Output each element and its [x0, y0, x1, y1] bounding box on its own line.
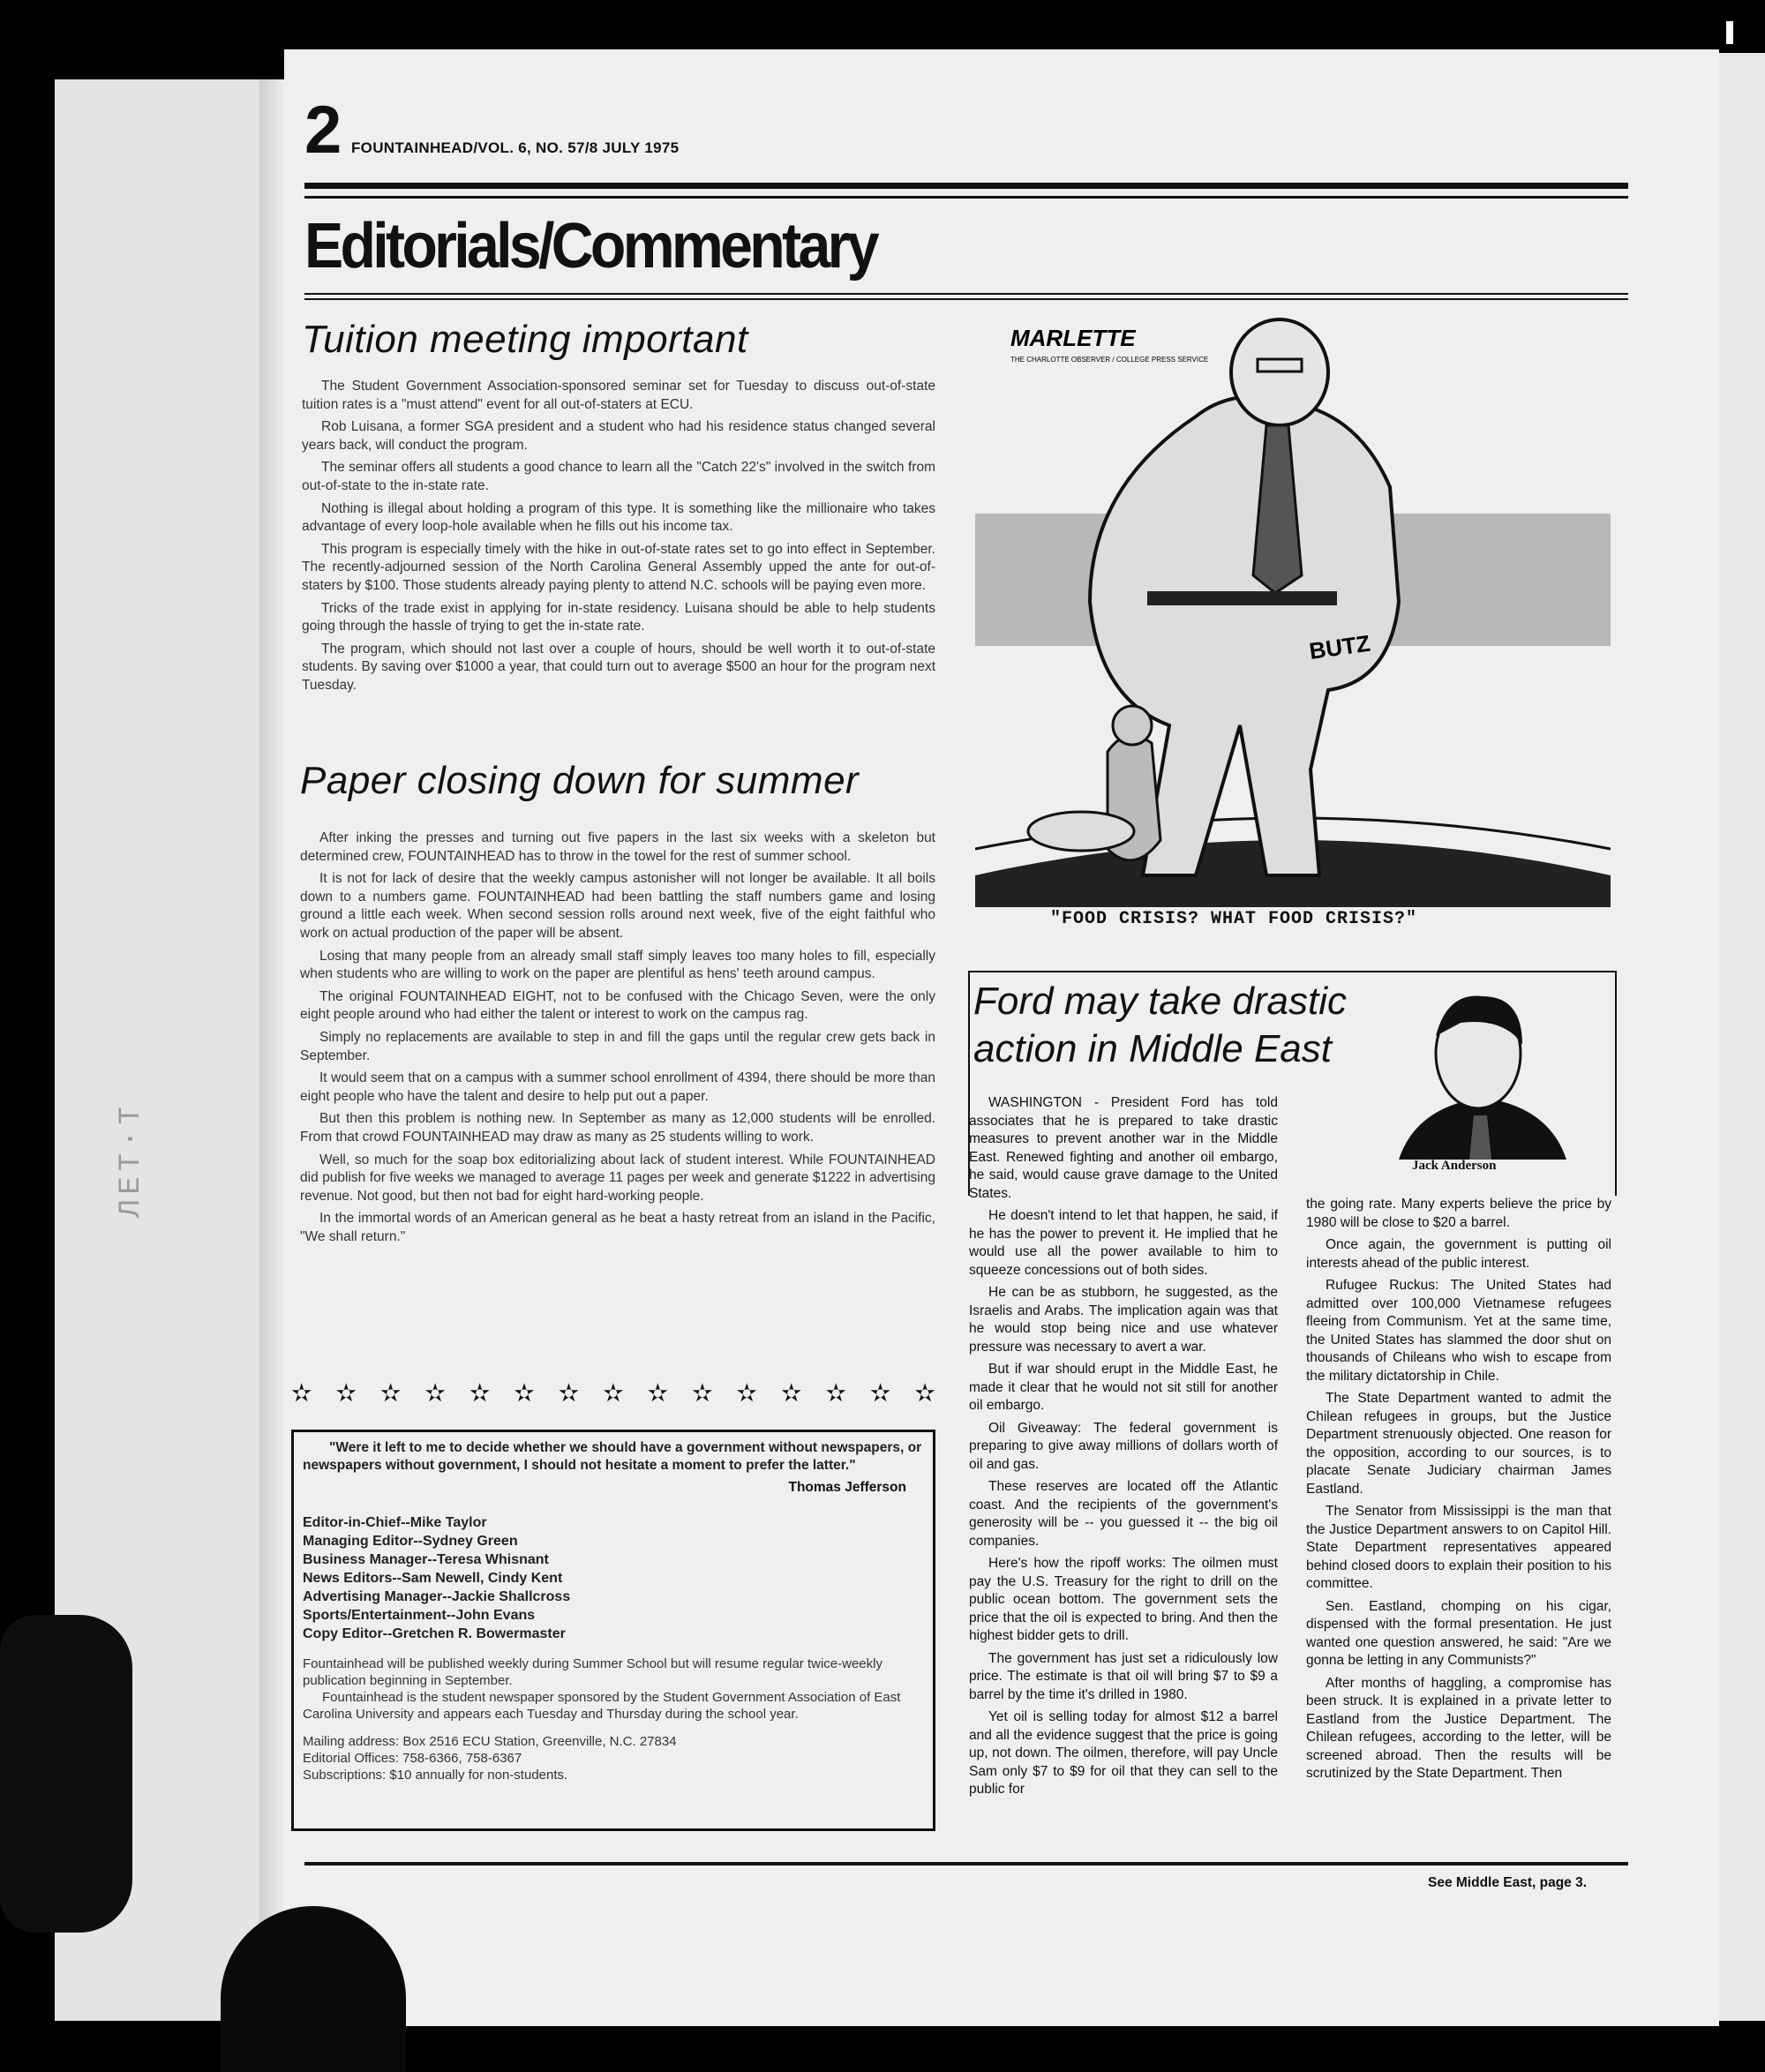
cartoon-credit: THE CHARLOTTE OBSERVER / COLLEGE PRESS SERVICE	[1010, 356, 1209, 364]
star-icon: ✫	[647, 1379, 669, 1407]
paragraph: Rob Luisana, a former SGA president and a student who had his residence status changed several years back, will conduct the program.	[302, 419, 935, 453]
paragraph: The Senator from Mississippi is the man that the Justice Department answers to on Capitol Hill. State Department representatives appeared behind closed doors to explain their position to his committee.	[1306, 1504, 1611, 1591]
paragraph: But if war should erupt in the Middle East, he made it clear that he would not sit still for another oil embargo.	[969, 1362, 1278, 1413]
paragraph: It is not for lack of desire that the weekly campus astonisher will not longer be available. It all boils down to a numbers game. FOUNTAINHEAD had been battling the staff numbers game and losing ground a little each week. When second session rolls around next week, five of the eight faithful who work on actual production of the paper will be absent.	[300, 871, 935, 941]
paragraph: Rufugee Ruckus: The United States had admitted over 100,000 Vietnamese refugees fleeing from Communism. Yet at the same time, the United States has slammed the door shut on thousands of Chileans who wish to escape from the military dictatorship in Chile.	[1306, 1278, 1611, 1384]
star-icon: ✫	[869, 1379, 891, 1407]
staff-member: Sports/Entertainment--John Evans	[303, 1608, 536, 1623]
paragraph: In the immortal words of an American general as he beat a hasty retreat from an island in the Pacific, "We shall return."	[300, 1211, 935, 1244]
publication-note	[303, 1655, 924, 1723]
editorial-phone: Editorial Offices: 758-6366, 758-6367	[303, 1751, 522, 1766]
star-icon: ✫	[558, 1379, 580, 1407]
paragraph: Simply no replacements are available to step in and fill the gaps until the regular crew gets back in September.	[300, 1029, 935, 1063]
header-rule-thick	[304, 183, 1628, 189]
note-line: Fountainhead will be published weekly during Summer School but will resume regular twice-weekly publication beginning in September.	[303, 1656, 882, 1688]
ford-column-2	[1306, 1196, 1611, 1788]
paragraph: Here's how the ripoff works: The oilmen must pay the U.S. Treasury for the right to drill on the public ocean bottom. The government sets the price that the oil is expected to bring. And then the highest bidder gets to drill.	[969, 1556, 1278, 1643]
paragraph: The Student Government Association-sponsored seminar set for Tuesday to discuss out-of-state tuition rates is a "must attend" event for all out-of-staters at ECU.	[302, 379, 935, 412]
paragraph: Well, so much for the soap box editorializing about lack of student interest. While FOUNTAINHEAD did publish for five weeks we managed to average 11 pages per week and generate $1222 in advertising revenue. Not good, but then not bad for eight hard-working people.	[300, 1152, 935, 1204]
staff-list	[303, 1513, 924, 1643]
section-title: Editorials/Commentary	[304, 211, 876, 282]
paragraph: After inking the presses and turning out five papers in the last six weeks with a skeleton but determined crew, FOUNTAINHEAD has to throw in the towel for the rest of summer school.	[300, 830, 935, 864]
corner-mark	[1726, 21, 1733, 44]
tuition-body	[302, 378, 935, 700]
mailing-address: Mailing address: Box 2516 ECU Station, Greenville, N.C. 27834	[303, 1734, 677, 1749]
star-icon: ✫	[692, 1379, 713, 1407]
section-rule	[304, 293, 1628, 295]
paragraph: He doesn't intend to let that happen, he said, if he has the power to prevent it. He implied that he would use all the power available to him to squeeze concessions out of both sides.	[969, 1208, 1278, 1278]
byline: Jack Anderson	[1412, 1159, 1497, 1173]
staff-member: Editor-in-Chief--Mike Taylor	[303, 1515, 487, 1530]
cartoon-caption: "FOOD CRISIS? WHAT FOOD CRISIS?"	[1050, 909, 1418, 929]
paragraph: The State Department wanted to admit the Chilean refugees in groups, but the Justice Department strenuously objected. One reason for the opposition, according to our sources, is to placate Senate Judiciary chairman James Eastland.	[1306, 1391, 1611, 1497]
star-icon: ✫	[514, 1379, 535, 1407]
paragraph: The original FOUNTAINHEAD EIGHT, not to be confused with the Chicago Seven, were the only eight people around who had either the talent or interest to work on the campus rag.	[300, 988, 935, 1023]
staff-box	[291, 1430, 935, 1831]
tuition-headline: Tuition meeting important	[302, 318, 748, 361]
paragraph: The seminar offers all students a good chance to learn all the "Catch 22's" involved in the switch from out-of-state to the in-state rate.	[302, 460, 935, 493]
star-icon: ✫	[736, 1379, 757, 1407]
ford-column-1	[969, 1094, 1278, 1804]
star-divider	[291, 1378, 935, 1408]
paper-closing-body	[300, 830, 935, 1250]
paragraph: Oil Giveaway: The federal government is preparing to give away millions of dollars worth of oil and gas.	[969, 1420, 1278, 1472]
star-icon: ✫	[780, 1379, 802, 1407]
contact-info	[303, 1733, 924, 1783]
star-icon: ✫	[825, 1379, 846, 1407]
paragraph: It would seem that on a campus with a summer school enrollment of 4394, there should be more than eight people who have the talent and desire to help put out a paper.	[300, 1070, 935, 1104]
continued-jump: See Middle East, page 3.	[1428, 1875, 1588, 1890]
staff-member: Managing Editor--Sydney Green	[303, 1534, 518, 1549]
paragraph: After months of haggling, a compromise has been struck. It is explained in a private letter to Eastland from the Justice Department. The Chilean refugees, according to the letter, will be screened abroad. Then the results will be scrutinized by the State Department. Then	[1306, 1675, 1611, 1781]
columnist-portrait	[1399, 983, 1566, 1160]
staff-member: Business Manager--Teresa Whisnant	[303, 1552, 549, 1567]
star-icon: ✫	[291, 1379, 312, 1407]
paragraph: Tricks of the trade exist in applying for in-state residency. Luisana should be able to help students going through the hassle of trying to get the in-state rate.	[302, 600, 935, 634]
star-icon: ✫	[603, 1379, 624, 1407]
paper-closing-headline: Paper closing down for summer	[300, 759, 860, 802]
paragraph: Nothing is illegal about holding a program of this type. It is something like the millionaire who takes advantage of every loop-hole available when he fills out his income tax.	[302, 500, 935, 535]
starving-head	[1113, 706, 1152, 745]
staff-member: Advertising Manager--Jackie Shallcross	[303, 1589, 571, 1604]
ford-headline: Ford may take drastic action in Middle East	[973, 980, 1348, 1070]
paragraph: Once again, the government is putting oil interests ahead of the public interest.	[1306, 1237, 1611, 1271]
star-icon: ✫	[424, 1379, 446, 1407]
cartoon-belt	[1147, 591, 1337, 605]
paragraph: Sen. Eastland, chomping on his cigar, dispensed with the formal presentation. He just wanted one question answered, he said: "Are we gonna be letting in any Communists?"	[1306, 1598, 1611, 1668]
quote-author: Thomas Jefferson	[788, 1480, 906, 1495]
star-icon: ✫	[379, 1379, 402, 1407]
margin-stamp: ЛЕТ·Т	[115, 1100, 148, 1218]
paragraph: These reserves are located off the Atlantic coast. And the recipients of the government's generosity will be -- you guessed it -- the big oil companies.	[969, 1479, 1278, 1549]
editorial-cartoon	[975, 311, 1611, 907]
scanner-thumb	[0, 1615, 132, 1933]
header-rule-thin	[304, 196, 1628, 199]
star-icon: ✫	[335, 1379, 357, 1407]
note-line: Fountainhead is the student newspaper sponsored by the Student Government Association of East Carolina University and appears each Tuesday and Thursday during the school year.	[303, 1690, 901, 1722]
page-number: 2	[304, 93, 342, 168]
section-rule-2	[304, 298, 1628, 300]
paragraph: This program is especially timely with the hike in out-of-state rates set to go into effect in September. The recently-adjourned session of the North Carolina General Assembly upped the ante for out-of-staters by $100. Those students already paying plenty to attend N.C. schools will be paying even more.	[302, 541, 935, 593]
belly-label: BUTZ	[1307, 629, 1372, 664]
staff-member: Copy Editor--Gretchen R. Bowermaster	[303, 1626, 566, 1641]
paragraph: Yet oil is selling today for almost $12 a barrel and all the evidence suggest that the price is going up, not down. The oilmen, therefore, will pay Uncle Sam only $7 to $9 for oil that they can sell to the public for	[969, 1709, 1278, 1797]
paragraph: the going rate. Many experts believe the price by 1980 will be close to $20 a barrel.	[1306, 1197, 1611, 1230]
paragraph: The government has just set a ridiculously low price. The estimate is that oil will bring $7 to $9 a barrel by the time it's drilled in 1980.	[969, 1650, 1278, 1702]
bowl-icon	[1028, 812, 1134, 851]
paragraph: The program, which should not last over a couple of hours, should be well worth it to out-of-state students. By saving over $1000 a year, that could turn out to average $500 an hour for the program next Tuesday.	[302, 641, 935, 693]
star-icon: ✫	[914, 1379, 935, 1407]
paragraph: He can be as stubborn, he suggested, as the Israelis and Arabs. The implication again was that he would stop being nice and use whatever pressure was necessary to avert a war.	[969, 1285, 1278, 1355]
issue-line: FOUNTAINHEAD/VOL. 6, NO. 57/8 JULY 1975	[351, 139, 680, 156]
paragraph: But then this problem is nothing new. In September as many as 12,000 students will be enrolled. From that crowd FOUNTAINHEAD may draw as many as 25 students willing to work.	[300, 1111, 935, 1145]
subscriptions: Subscriptions: $10 annually for non-students.	[303, 1768, 568, 1783]
cartoonist-signature: MARLETTE	[1010, 325, 1136, 351]
star-icon: ✫	[469, 1379, 491, 1407]
footer-rule	[304, 1860, 1628, 1867]
paragraph: Losing that many people from an already small staff simply leaves too many holes to fill, especially when students who are willing to work on the paper are plentiful as hens' teeth around campus.	[300, 948, 935, 982]
jefferson-quote: "Were it left to me to decide whether we should have a government without newspapers, or newspapers without government, I should not hesitate a moment to prefer the latter."	[303, 1440, 922, 1473]
staff-member: News Editors--Sam Newell, Cindy Kent	[303, 1571, 563, 1586]
paragraph: WASHINGTON - President Ford has told associates that he is prepared to take drastic measures to prevent another war in the Middle East. Renewed fighting and another oil embargo, he said, would cause grave damage to the United States.	[969, 1095, 1278, 1201]
